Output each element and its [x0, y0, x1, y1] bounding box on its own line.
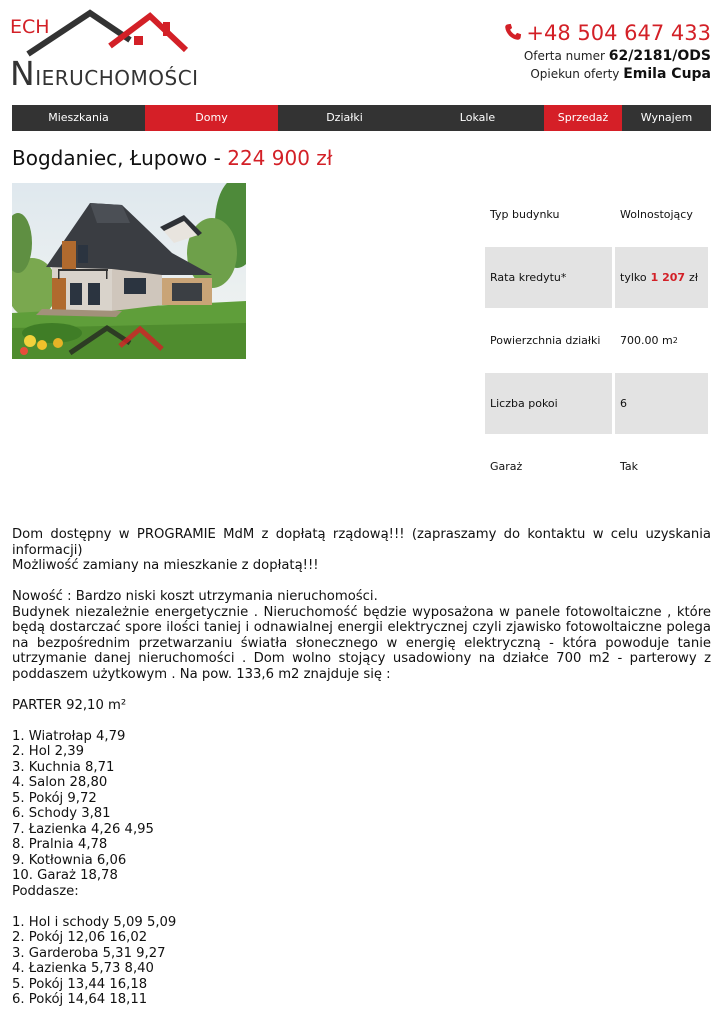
- description-news: Nowość : Bardzo niski koszt utrzymania nieruchomości.: [12, 589, 378, 604]
- param-value: 6: [615, 373, 708, 434]
- param-row-powierzchnia-dzialki: [485, 310, 711, 371]
- param-row-liczba-pokoi: [485, 373, 711, 434]
- param-label: Garaż: [490, 460, 523, 473]
- phone-number[interactable]: [504, 20, 711, 46]
- list-item: 8. Pralnia 4,78: [12, 837, 108, 852]
- list-item: 1. Wiatrołap 4,79: [12, 728, 126, 744]
- description-intro: Dom dostępny w PROGRAMIE MdM z dopłatą rządową!!! (zapraszamy do kontaktu w celu uzyskania informacji): [12, 527, 711, 558]
- param-row-rata-kredytu: [485, 247, 711, 308]
- company-logo[interactable]: [10, 8, 199, 93]
- property-photo[interactable]: [12, 183, 246, 359]
- logo-prefix: ECH: [10, 16, 50, 38]
- list-item: 4. Salon 28,80: [12, 775, 108, 790]
- contact-block: [504, 20, 711, 82]
- agent-name: Emila Cupa: [623, 66, 711, 82]
- nav-item-dzialki[interactable]: Działki: [326, 111, 363, 124]
- param-row-typ-budynku: [485, 184, 711, 245]
- list-item: 1. Hol i schody 5,09 5,09: [12, 914, 177, 930]
- agent-line: [504, 66, 711, 82]
- nav-item-lokale[interactable]: Lokale: [459, 111, 496, 124]
- list-item: 5. Pokój 9,72: [12, 790, 97, 806]
- list-item: 4. Łazienka 5,73 8,40: [12, 961, 154, 976]
- description-body: Budynek niezależnie energetycznie . Nieruchomość będzie wyposażona w panele fotowoltaiczne , które będą dostarczać spore ilości taniej i odnawialnej energii elektrycznej czyli zjawisko fotowoltaiczne polega na bezpośrednim przetwarzaniu światła słonecznego w energię elektryczną - która powoduje tanie utrzymanie danej nieruchomości . Dom wolno stojący usadowiony na działce 700 m2 - parterowy z poddaszem użytkowym . Na pow. 133,6 m2 znajduje się :: [12, 604, 711, 682]
- param-value: [615, 247, 708, 308]
- nav-item-mieszkania[interactable]: Mieszkania: [48, 111, 109, 124]
- main-nav: [12, 105, 711, 131]
- nav-item-domy[interactable]: Domy: [145, 105, 278, 131]
- param-label: Rata kredytu*: [485, 247, 612, 308]
- param-row-garaz: [485, 436, 711, 497]
- phone-text: +48 504 647 433: [526, 21, 711, 45]
- credit-amount: 1 207: [650, 271, 686, 284]
- agent-label: Opiekun oferty: [530, 67, 620, 81]
- list-item: 2. Hol 2,39: [12, 744, 84, 759]
- list-item: 5. Pokój 13,44 16,18: [12, 976, 148, 992]
- nav-item-sprzedaz[interactable]: Sprzedaż: [544, 105, 622, 131]
- list-item: 6. Pokój 14,64 18,11: [12, 992, 148, 1007]
- logo-wordmark-rest: IERUCHOMOŚCI: [35, 66, 199, 90]
- phone-icon: [504, 23, 522, 41]
- logo-wordmark-first: N: [10, 54, 36, 93]
- attic-heading: Poddasze:: [12, 883, 79, 899]
- logo-wordmark: [10, 54, 199, 93]
- description-exchange: Możliwość zamiany na mieszkanie z dopłatą!!!: [12, 558, 319, 573]
- param-value: Wolnostojący: [620, 208, 693, 221]
- param-value: [615, 310, 708, 371]
- list-item: 6. Schody 3,81: [12, 806, 111, 821]
- listing-location: Bogdaniec, Łupowo -: [12, 146, 228, 170]
- property-params-table: [485, 184, 711, 499]
- param-value: Tak: [620, 460, 639, 473]
- list-item: 2. Pokój 12,06 16,02: [12, 930, 148, 945]
- offer-number: 62/2181/ODS: [608, 48, 711, 64]
- list-item: 9. Kotłownia 6,06: [12, 852, 127, 868]
- param-label: Typ budynku: [490, 208, 560, 221]
- credit-prefix: tylko: [620, 271, 647, 284]
- list-item: 3. Garderoba 5,31 9,27: [12, 945, 166, 961]
- list-item: 3. Kuchnia 8,71: [12, 759, 115, 775]
- ground-floor-heading: PARTER 92,10 m²: [12, 697, 127, 713]
- page-title: [12, 146, 332, 170]
- offer-label: Oferta numer: [523, 49, 605, 63]
- list-item: 10. Garaż 18,78: [12, 868, 118, 883]
- property-description: [12, 527, 711, 1008]
- plot-area-value: 700.00 m: [620, 334, 673, 347]
- nav-item-wynajem[interactable]: Wynajem: [640, 111, 693, 124]
- param-label: Liczba pokoi: [485, 373, 612, 434]
- offer-number-line: [504, 48, 711, 64]
- list-item: 7. Łazienka 4,26 4,95: [12, 821, 154, 837]
- plot-area-unit-sup: 2: [672, 336, 678, 345]
- listing-price: 224 900 zł: [227, 146, 333, 170]
- credit-suffix: zł: [689, 271, 698, 284]
- param-label: Powierzchnia działki: [490, 334, 601, 347]
- house-render-image: [12, 183, 246, 359]
